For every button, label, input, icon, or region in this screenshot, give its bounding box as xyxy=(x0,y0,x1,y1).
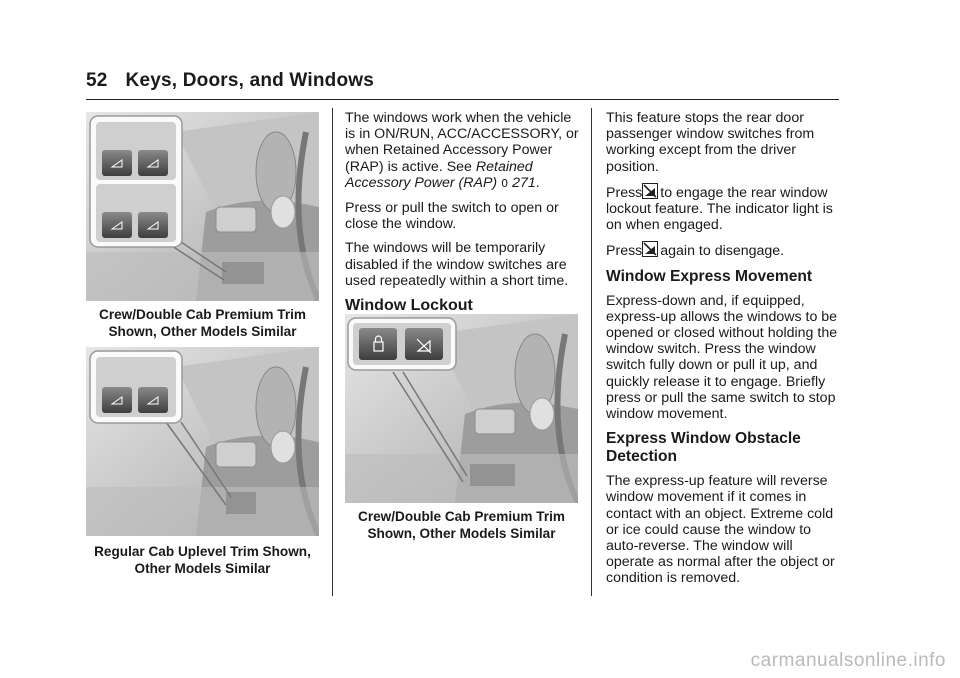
lockout-engage-paragraph xyxy=(606,183,842,234)
middle-column xyxy=(345,110,580,322)
page-ref-number[interactable]: 271 xyxy=(512,174,536,191)
section-title: Keys, Doors, and Windows xyxy=(125,70,375,91)
right-column xyxy=(606,110,842,595)
window-lockout-icon xyxy=(642,241,658,257)
page-ref-symbol: 0 xyxy=(501,176,509,190)
figure2-caption xyxy=(86,543,319,577)
watermark: carmanualsonline.info xyxy=(750,650,946,671)
lockout-description-paragraph: This feature stops the rear door passenger window switches from working except from the driver position. xyxy=(606,110,815,175)
express-movement-heading: Window Express Movement xyxy=(606,267,813,285)
caption-line: Crew/Double Cab Premium Trim xyxy=(358,509,565,524)
figure-regular-cab-window-switches xyxy=(86,347,319,536)
caption-line: Other Models Similar xyxy=(134,561,271,576)
obstacle-detection-heading: Express Window Obstacle Detection xyxy=(606,430,801,466)
lockout-disengage-paragraph xyxy=(606,241,842,259)
column-divider-2 xyxy=(591,108,592,596)
figure-window-lockout-switch xyxy=(345,314,578,503)
figure3-caption xyxy=(345,508,578,542)
page-number: 52 xyxy=(86,70,108,91)
press-text: Press xyxy=(606,184,643,201)
express-movement-paragraph: Express-down and, if equipped, express-up allows the windows to be opened or closed without holding the window switch. Press the window switch fully down or pull it up, and quickly release it to engage. Briefly press or pull the same switch to stop window movement. xyxy=(606,292,838,423)
paragraph-text: The windows work when the vehicle is in ON/RUN, ACC/ACCESSORY, or when Retained Accessory Power (RAP) is active. See xyxy=(345,110,579,175)
rap-cross-reference[interactable]: Retained Accessory Power (RAP) xyxy=(345,158,533,191)
temporary-disable-paragraph: The windows will be temporarily disabled if the window switches are used repeatedly within a short time. xyxy=(345,240,569,289)
engage-text: to engage the rear window lockout feature. The indicator light is on when engaged. xyxy=(606,184,833,234)
caption-line: Shown, Other Models Similar xyxy=(108,324,297,339)
paragraph-end: . xyxy=(535,174,540,191)
column-divider-1 xyxy=(332,108,333,596)
windows-power-paragraph xyxy=(345,110,580,192)
figure-crew-cab-window-switches xyxy=(86,112,319,301)
window-lockout-icon xyxy=(642,183,658,199)
caption-line: Crew/Double Cab Premium Trim xyxy=(99,307,306,322)
window-lockout-heading: Window Lockout xyxy=(345,297,473,315)
disengage-text: again to disengage. xyxy=(660,243,785,260)
caption-line: Shown, Other Models Similar xyxy=(367,526,556,541)
header-rule xyxy=(86,99,839,100)
figure1-caption xyxy=(86,306,319,340)
obstacle-detection-paragraph: The express-up feature will reverse window movement if it comes in contact with an object. Extreme cold or ice could cause the window to auto-reverse. The window will operate as normal after the object or condition is removed. xyxy=(606,473,835,587)
page-header xyxy=(86,70,374,92)
caption-line: Regular Cab Uplevel Trim Shown, xyxy=(94,544,311,559)
press-text: Press xyxy=(606,243,643,260)
switch-operation-paragraph: Press or pull the switch to open or close the window. xyxy=(345,200,559,233)
